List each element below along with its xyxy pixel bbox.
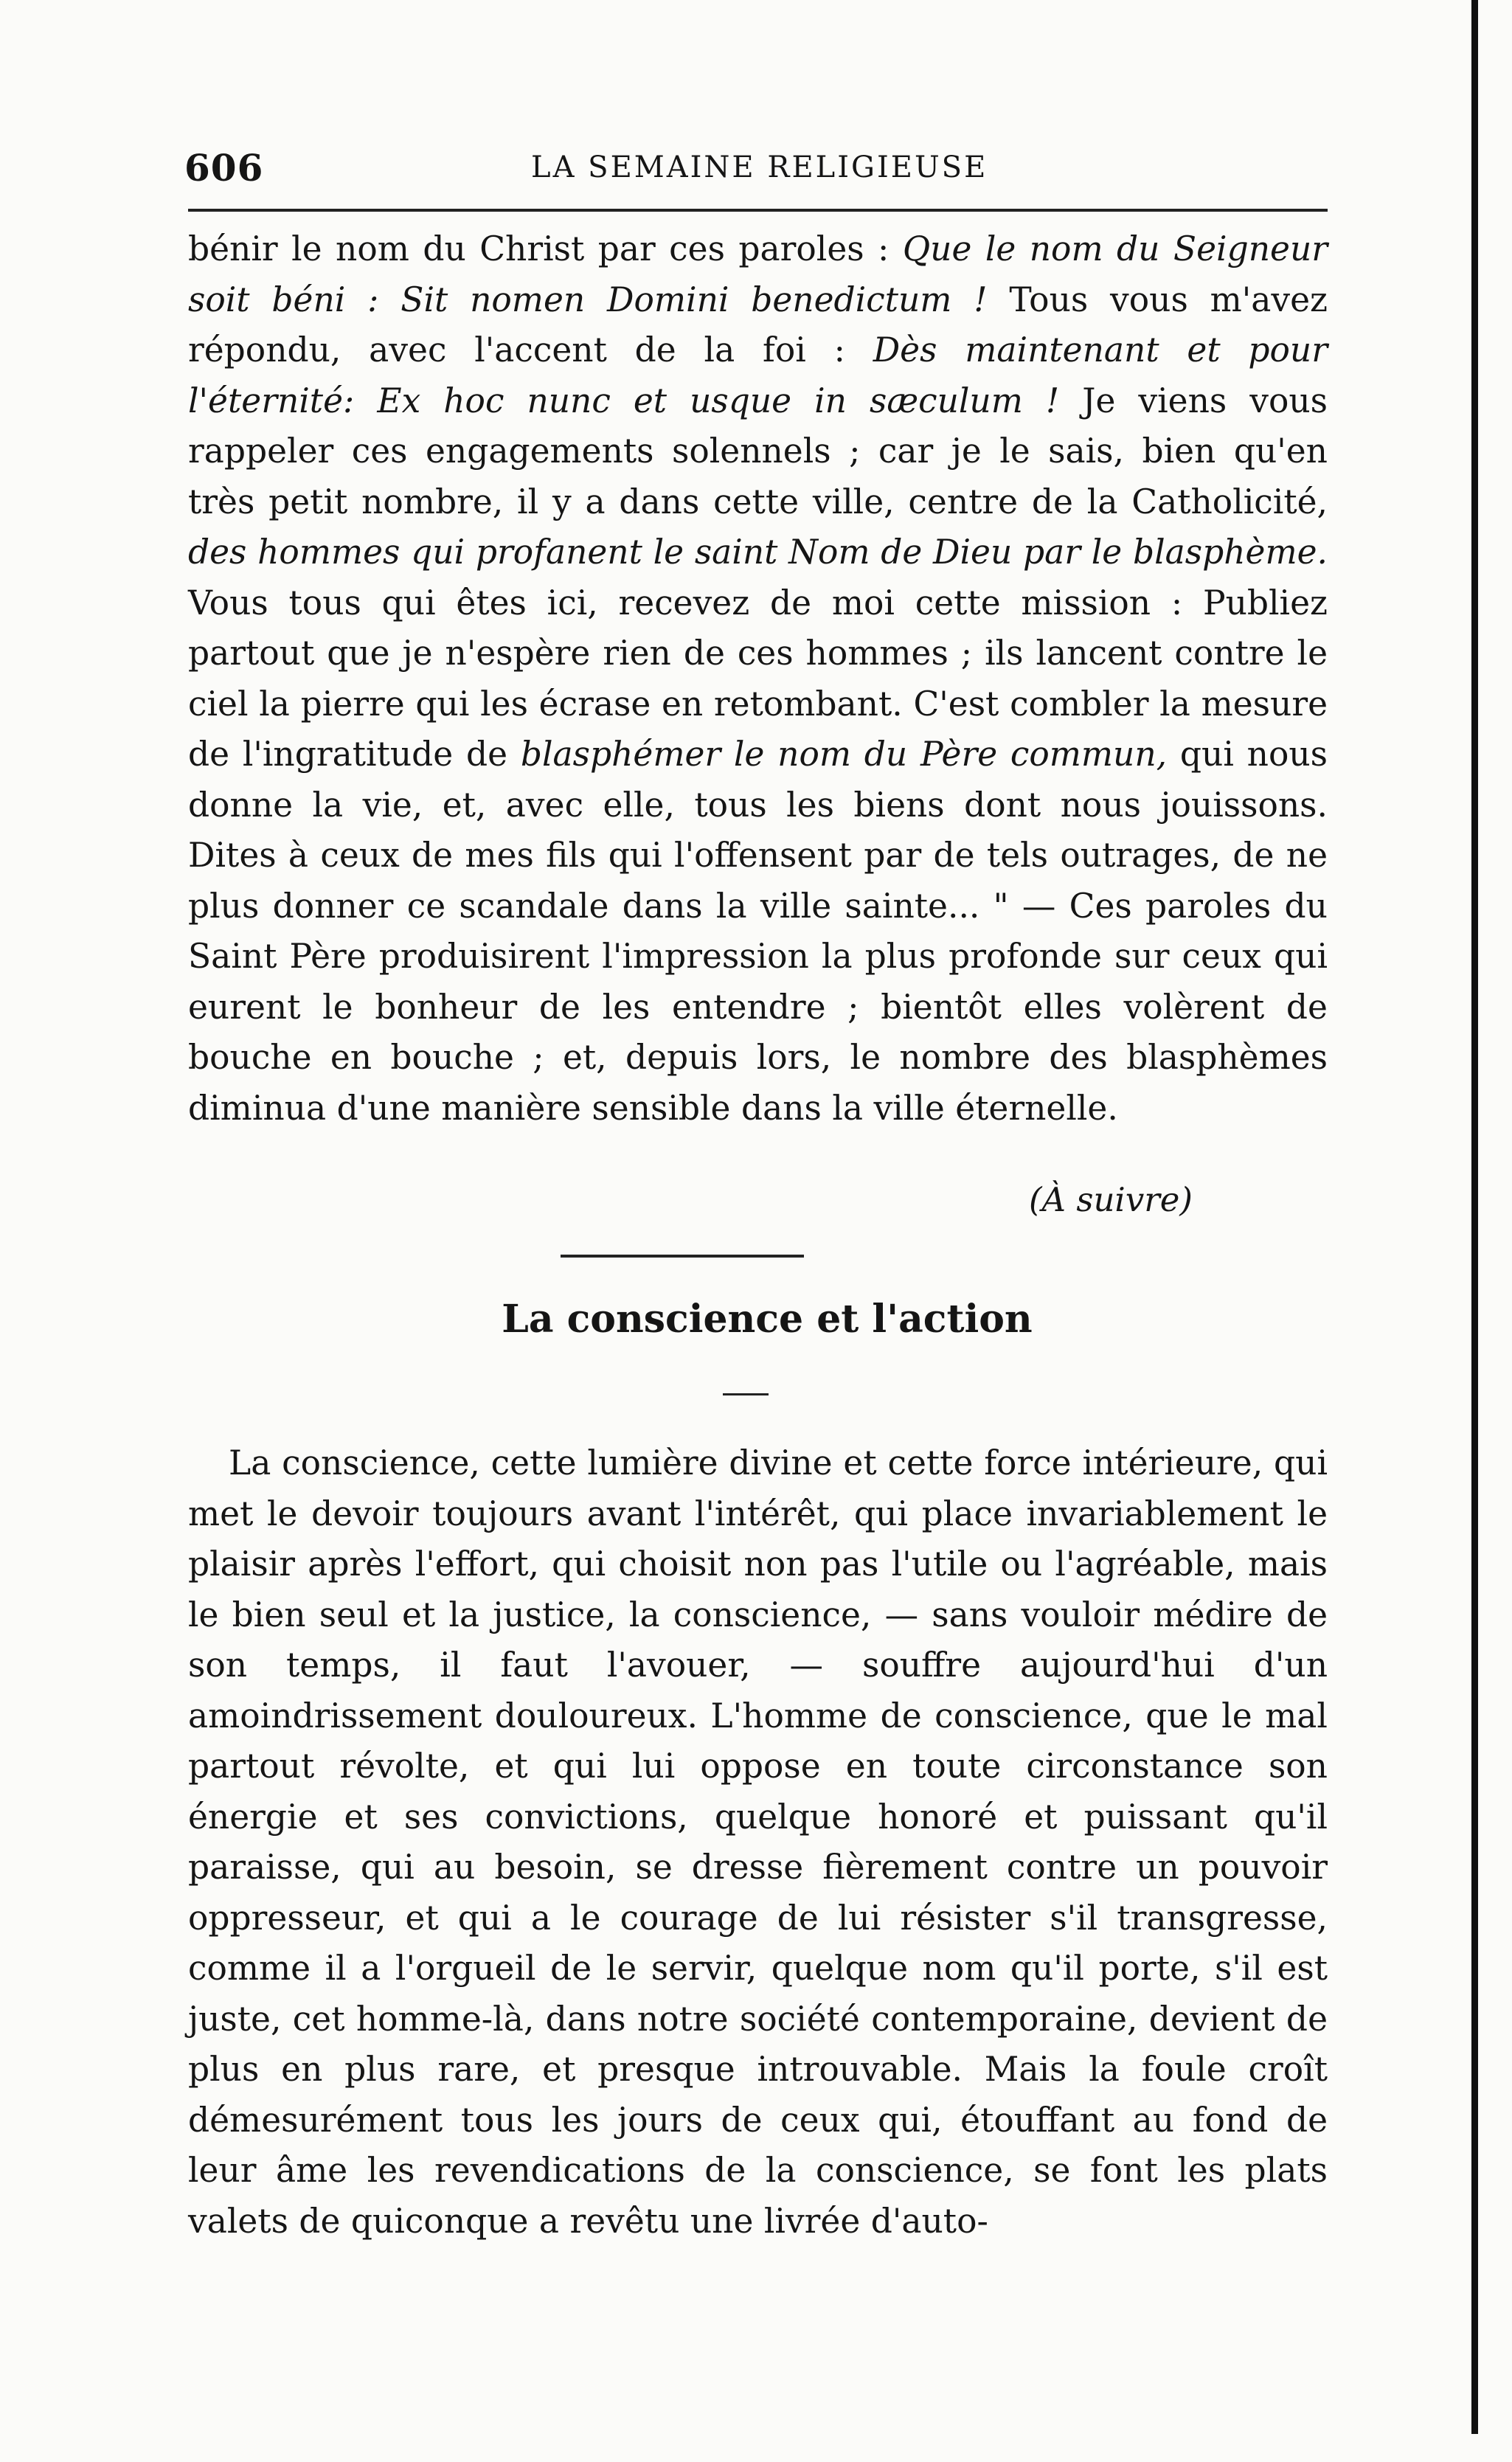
running-head: LA SEMAINE RELIGIEUSE — [531, 150, 988, 184]
title-dash — [723, 1393, 769, 1395]
article-two-title: La conscience et l'action — [502, 1297, 1033, 1342]
section-separator-rule — [561, 1255, 804, 1258]
italic-segment: des hommes qui profanent le saint Nom de Dieu par le blasphème. — [188, 533, 1328, 572]
text-segment: bénir le nom du Christ par ces paroles : — [188, 229, 903, 268]
article-one-paragraph — [188, 224, 1328, 1134]
italic-segment: Dès maintenant et pour l'éternité: Ex hoc nunc et usque in sæculum ! — [188, 330, 1328, 420]
page-header — [184, 146, 1328, 198]
italic-segment: Que le nom du Seigneur soit béni : Sit nomen Domini benedictum ! — [188, 229, 1328, 319]
text-segment: Tous vous m'avez répondu, avec l'accent de la foi : — [188, 280, 1328, 370]
text-segment: Vous tous qui êtes ici, recevez de moi cette mission : Publiez partout que je n'espère rien de ces hommes ; ils lancent contre le ciel la pierre qui les écrase en retombant. C'est combler la mesure de l'ingratitude de — [188, 583, 1328, 774]
text-segment: qui nous donne la vie, et, avec elle, tous les biens dont nous jouissons. Dites à ceux de mes fils qui l'offensent par de tels outrages, de ne plus donner ce scandale dans la ville sainte... " — Ces paroles du Saint Père produisirent l'impression la plus profonde sur ceux qui eurent le bonheur de les entendre ; bientôt elles volèrent de bouche en bouche ; et, depuis lors, le nombre des blasphèmes diminua d'une manière sensible dans la ville éternelle. — [188, 735, 1328, 1128]
article-two-paragraph: La conscience, cette lumière divine et cette force intérieure, qui met le devoir toujours avant l'intérêt, qui place invariablement le plaisir après l'effort, qui choisit non pas l'utile ou l'agréable, mais le bien seul et la justice, la conscience, — sans vouloir médire de son temps, il faut l'avouer, — souffre aujourd'hui d'un amoindrissement douloureux. L'homme de conscience, que le mal partout révolte, et qui lui oppose en toute circonstance son énergie et ses convictions, quelque honoré et puissant qu'il paraisse, qui au besoin, se dresse fièrement contre un pouvoir oppresseur, et qui a le courage de lui résister s'il transgresse, comme il a l'orgueil de le servir, quelque nom qu'il porte, s'il est juste, cet homme-là, dans notre société contemporaine, devient de plus en plus rare, et presque introuvable. Mais la foule croît démesurément tous les jours de ceux qui, étouffant au fond de leur âme les revendications de la conscience, se font les plats valets de quiconque a revêtu une livrée d'auto- — [188, 1443, 1328, 2241]
page-number: 606 — [184, 146, 264, 190]
italic-segment: blasphémer le nom du Père commun, — [520, 735, 1168, 774]
scan-margin-bar — [1471, 0, 1478, 2434]
article-two-body — [188, 1438, 1328, 2247]
text-segment: Je viens vous rappeler ces engagements solennels ; car je le sais, bien qu'en très petit nombre, il y a dans cette ville, centre de la Catholicité, — [188, 381, 1328, 521]
article-one-body — [188, 224, 1328, 1134]
header-rule — [188, 209, 1328, 212]
continuation-note: (À suivre) — [1029, 1180, 1193, 1219]
